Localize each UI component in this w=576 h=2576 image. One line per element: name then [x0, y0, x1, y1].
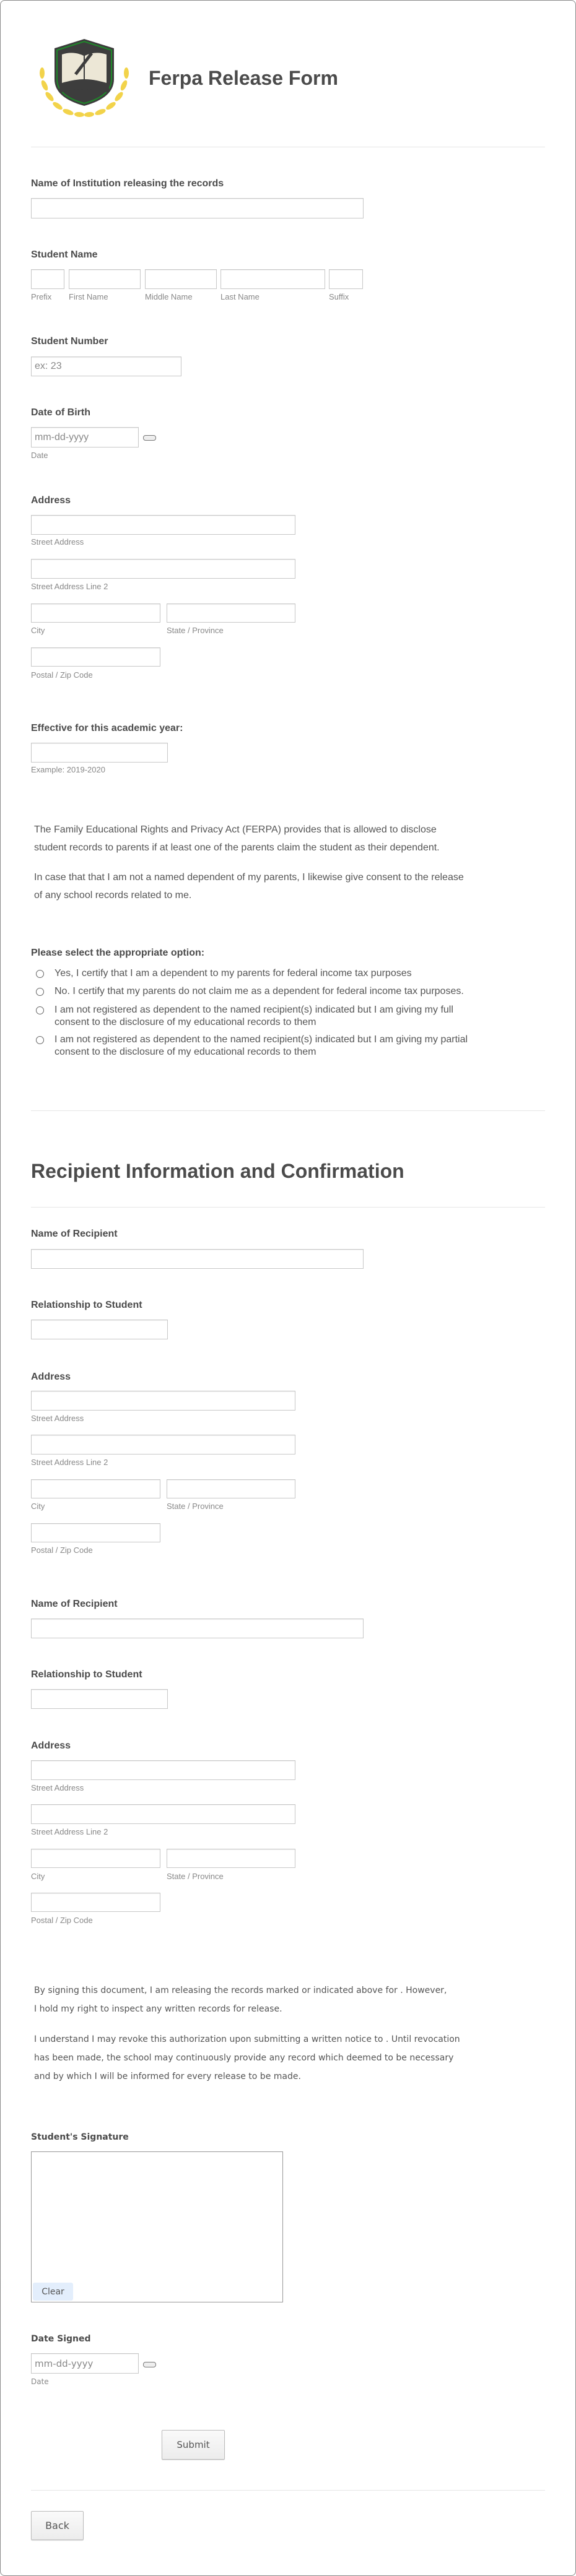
footer-divider	[31, 2490, 545, 2491]
last-name-sublabel: Last Name	[220, 292, 260, 301]
address-label: Address	[31, 1372, 71, 1382]
recipient-name-label: Name of Recipient	[31, 1229, 118, 1239]
recipient-address	[0, 1371, 576, 1557]
city-sublabel: City	[31, 1872, 45, 1881]
postal-input[interactable]	[31, 1523, 160, 1542]
student-number-label: Student Number	[31, 336, 108, 347]
option-text: consent to the disclosure of my educational records to them	[55, 1017, 316, 1027]
submit-button[interactable]: Submit	[162, 2430, 225, 2460]
recipient-name-input[interactable]	[31, 1619, 364, 1638]
address-label: Address	[31, 1740, 71, 1751]
recipient-address	[0, 1740, 576, 1926]
state-sublabel: State / Province	[167, 626, 224, 635]
first-name-input[interactable]	[69, 269, 141, 289]
student-address	[0, 495, 576, 680]
release-paragraph-2	[34, 2030, 460, 2086]
section-divider	[31, 1110, 545, 1111]
text-line: The Family Educational Rights and Privacy Act (FERPA) provides that is allowed to disclose	[34, 824, 437, 835]
text-line: of any school records related to me.	[34, 890, 192, 901]
text-line: student records to parents if at least one of the parents claim the student as their dependent.	[34, 842, 440, 853]
prefix-sublabel: Prefix	[31, 292, 52, 301]
postal-input[interactable]	[31, 647, 160, 667]
street-input[interactable]	[31, 515, 295, 535]
street-sublabel: Street Address	[31, 537, 84, 547]
suffix-sublabel: Suffix	[329, 292, 349, 301]
postal-sublabel: Postal / Zip Code	[31, 1916, 93, 1925]
relationship-input[interactable]	[31, 1320, 168, 1339]
street2-input[interactable]	[31, 1435, 295, 1454]
radio-button[interactable]	[36, 970, 44, 978]
state-input[interactable]	[167, 1479, 295, 1498]
option-text: I am not registered as dependent to the named recipient(s) indicated but I am giving my full	[55, 1005, 453, 1015]
ferpa-paragraph-2	[34, 868, 464, 904]
street2-sublabel: Street Address Line 2	[31, 1827, 108, 1836]
city-input[interactable]	[31, 1849, 160, 1868]
recipient-section-title: Recipient Information and Confirmation	[31, 1160, 404, 1182]
calendar-icon[interactable]	[143, 2362, 156, 2367]
first-name-sublabel: First Name	[69, 292, 108, 301]
date-signed-label: Date Signed	[31, 2334, 91, 2344]
street2-sublabel: Street Address Line 2	[31, 1458, 108, 1467]
student-number-input[interactable]	[31, 357, 181, 376]
dob-label: Date of Birth	[31, 407, 90, 418]
state-input[interactable]	[167, 1849, 295, 1868]
suffix-input[interactable]	[329, 269, 363, 289]
dob-sublabel: Date	[31, 451, 48, 460]
state-sublabel: State / Province	[167, 1872, 224, 1881]
postal-input[interactable]	[31, 1893, 160, 1912]
street2-input[interactable]	[31, 559, 295, 579]
city-input[interactable]	[31, 1479, 160, 1498]
city-sublabel: City	[31, 626, 45, 635]
street-input[interactable]	[31, 1760, 295, 1780]
relationship-label: Relationship to Student	[31, 1669, 142, 1680]
calendar-icon[interactable]	[143, 435, 156, 441]
radio-button[interactable]	[36, 1006, 44, 1014]
state-sublabel: State / Province	[167, 1502, 224, 1511]
option-text: I am not registered as dependent to the named recipient(s) indicated but I am giving my partial	[55, 1034, 468, 1045]
street-sublabel: Street Address	[31, 1414, 84, 1423]
signature-pad[interactable]	[31, 2151, 283, 2302]
middle-name-sublabel: Middle Name	[145, 292, 193, 301]
dob-input[interactable]	[31, 427, 139, 447]
back-button[interactable]: Back	[31, 2511, 84, 2540]
relationship-input[interactable]	[31, 1689, 168, 1709]
address-label: Address	[31, 495, 71, 506]
student-name-label: Student Name	[31, 249, 98, 260]
city-sublabel: City	[31, 1502, 45, 1511]
institution-input[interactable]	[31, 198, 364, 218]
recipient-name-label: Name of Recipient	[31, 1599, 118, 1609]
date-signed-input[interactable]	[31, 2353, 139, 2374]
option-text: Yes, I certify that I am a dependent to my parents for federal income tax purposes	[55, 968, 412, 979]
street2-sublabel: Street Address Line 2	[31, 582, 108, 591]
text-line: By signing this document, I am releasing the records marked or indicated above for . However,	[34, 1986, 447, 1995]
prefix-input[interactable]	[31, 269, 64, 289]
school-crest-logo	[37, 36, 131, 120]
postal-sublabel: Postal / Zip Code	[31, 1545, 93, 1555]
street-input[interactable]	[31, 1391, 295, 1411]
signature-label: Student's Signature	[31, 2132, 129, 2142]
section-divider	[31, 1207, 545, 1208]
options-label: Please select the appropriate option:	[31, 948, 205, 958]
text-line: I hold my right to inspect any written records for release.	[34, 2004, 282, 2014]
postal-sublabel: Postal / Zip Code	[31, 670, 93, 680]
option-text: No. I certify that my parents do not claim me as a dependent for federal income tax purposes.	[55, 986, 464, 996]
academic-year-sublabel: Example: 2019-2020	[31, 765, 105, 774]
street2-input[interactable]	[31, 1804, 295, 1824]
institution-label: Name of Institution releasing the records	[31, 178, 224, 189]
form-title: Ferpa Release Form	[149, 67, 338, 89]
clear-signature-button[interactable]: Clear	[33, 2283, 73, 2301]
date-signed-sublabel: Date	[31, 2377, 49, 2386]
text-line: In case that that I am not a named dependent of my parents, I likewise give consent to the release	[34, 872, 464, 883]
academic-year-input[interactable]	[31, 743, 168, 763]
text-line: and by which I will be informed for every release to be made.	[34, 2072, 301, 2081]
text-line: has been made, the school may continuously provide any record which deemed to be necessary	[34, 2053, 454, 2063]
academic-year-label: Effective for this academic year:	[31, 723, 183, 733]
relationship-label: Relationship to Student	[31, 1300, 142, 1310]
recipient-name-input[interactable]	[31, 1249, 364, 1269]
option-text: consent to the disclosure of my educational records to them	[55, 1047, 316, 1057]
release-paragraph-1	[34, 1981, 447, 2019]
street-sublabel: Street Address	[31, 1783, 84, 1792]
radio-button[interactable]	[36, 988, 44, 996]
radio-button[interactable]	[36, 1036, 44, 1044]
city-input[interactable]	[31, 603, 160, 623]
last-name-input[interactable]	[220, 269, 325, 289]
state-input[interactable]	[167, 603, 295, 623]
text-line: I understand I may revoke this authorization upon submitting a written notice to . Until revocation	[34, 2034, 460, 2044]
ferpa-paragraph-1	[34, 821, 440, 857]
middle-name-input[interactable]	[145, 269, 217, 289]
